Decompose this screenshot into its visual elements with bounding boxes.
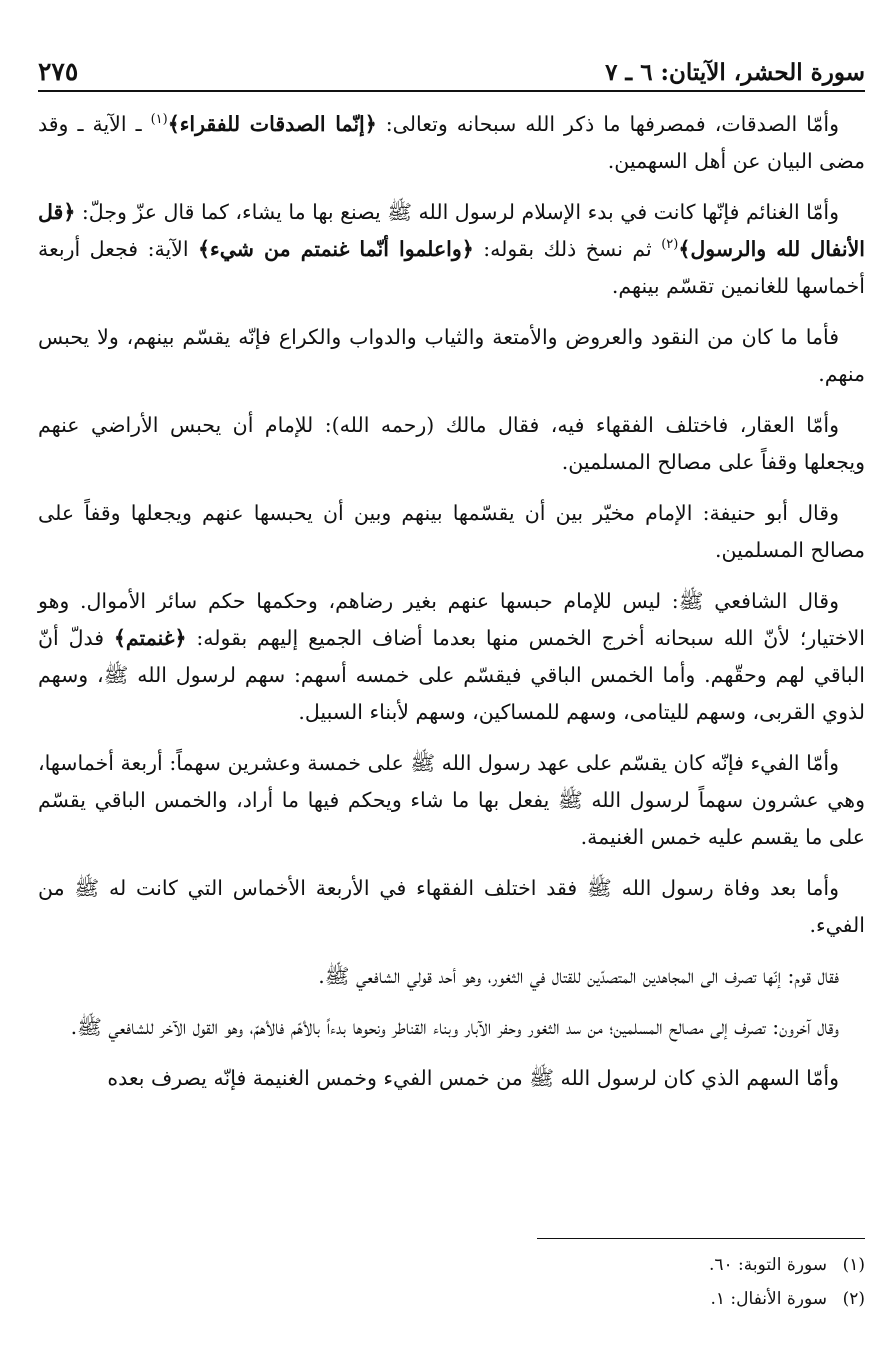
footnote	[465, 1248, 865, 1282]
paragraph-text: وقال آخرون: تصرف إلى مصالح المسلمين؛ من سد الثغور وحفر الآبار وبناء القناطر ونحوها بدءاً بالأهّم فالأهمّ، وهو القول الآخر للشافعي ﷺ.	[70, 1015, 839, 1039]
footnote-text: سورة الأنفال: ١.	[710, 1289, 827, 1309]
running-title: سورة الحشر، الآيتان: ٦ ـ ٧	[605, 59, 865, 86]
footnote-ref: (٢)	[661, 237, 679, 253]
paragraph-text: وأمّا العقار، فاختلف الفقهاء فيه، فقال مالك (رحمه الله): للإمام أن يحبس الأراضي عنهم ويجعلها وقفاً على مصالح المسلمين.	[38, 413, 865, 474]
page-header	[38, 42, 865, 92]
footnote-ref: (١)	[150, 112, 168, 128]
paragraph	[38, 745, 865, 856]
paragraph	[38, 106, 865, 180]
page-number: ٢٧٥	[38, 57, 79, 86]
paragraph-text: وأمّا الغنائم فإنّها كانت في بدء الإسلام لرسول الله ﷺ يصنع بها ما يشاء، كما قال عزّ وجلّ:	[75, 200, 839, 224]
paragraph-text: وأمّا الفيء فإنّه كان يقسّم على عهد رسول الله ﷺ على خمسة وعشرين سهماً: أربعة أخماسها، وهي عشرون سهماً لرسول الله ﷺ يفعل بها ما شاء ويحكم فيها ما أراد، والخمس الباقي يقسّم على ما يقسم عليه خمس الغنيمة.	[38, 751, 865, 849]
page-body	[38, 106, 865, 1111]
quran-quote: ﴿واعلموا أنّما غنمتم من شيء﴾	[198, 237, 474, 261]
paragraph	[38, 319, 865, 393]
footnote	[465, 1282, 865, 1316]
paragraph	[38, 870, 865, 944]
paragraph-text: فأما ما كان من النقود والعروض والأمتعة والثياب والدواب والكراع فإنّه يقسّم بينهم، ولا يحبس منهم.	[38, 325, 865, 386]
footnote-text: سورة التوبة: ٦٠.	[708, 1255, 827, 1275]
paragraph-text: الآية: فجعل أربعة أخماسها للغانمين تقسّم بينهم.	[38, 237, 865, 298]
paragraph	[38, 194, 865, 305]
footnotes	[465, 1248, 865, 1316]
paragraph-text: وأمّا الصدقات، فمصرفها ما ذكر الله سبحانه وتعالى:	[376, 112, 839, 136]
paragraph	[38, 1060, 865, 1097]
footnote-number: (٢)	[842, 1289, 865, 1309]
quran-quote: ﴿غنمتم﴾	[113, 626, 187, 650]
paragraph-text: ثم نسخ ذلك بقوله:	[473, 237, 662, 261]
paragraph-text: وأمّا السهم الذي كان لرسول الله ﷺ من خمس الفيء وخمس الغنيمة فإنّه يصرف بعده	[107, 1066, 839, 1090]
quran-quote: ﴿إنّما الصدقات للفقراء﴾	[167, 112, 377, 136]
paragraph-text: فقال قوم: إنّها تصرف الى المجاهدين المتصدّين للقتال في الثغور، وهو أحد قولي الشافعي ﷺ.	[318, 964, 839, 988]
footnote-divider	[537, 1238, 865, 1239]
paragraph-text: وأما بعد وفاة رسول الله ﷺ فقد اختلف الفقهاء في الأربعة الأخماس التي كانت له ﷺ من الفيء.	[38, 876, 865, 937]
paragraph	[38, 407, 865, 481]
paragraph	[38, 1009, 865, 1046]
paragraph-text: وقال الشافعي ﷺ: ليس للإمام حبسها عنهم بغير رضاهم، وحكمها حكم سائر الأموال. وهو الاختيار؛ لأنّ الله سبحانه أخرج الخمس منها بعدما أضاف الجميع إليهم بقوله:	[38, 589, 865, 650]
quran-quote: ﴿قل الأنفال لله والرسول﴾	[38, 200, 865, 261]
paragraph	[38, 495, 865, 569]
footnote-number: (١)	[842, 1255, 865, 1275]
paragraph-text: ـ الآية ـ وقد مضى البيان عن أهل السهمين.	[38, 112, 865, 173]
paragraph-text: فدلّ أنّ الباقي لهم وحقّهم. وأما الخمس الباقي فيقسّم على خمسه أسهم: سهم لرسول الله ﷺ، وسهم لذوي القربى، وسهم لليتامى، وسهم للمساكين، وسهم لأبناء السبيل.	[38, 626, 865, 724]
paragraph-text: وقال أبو حنيفة: الإمام مخيّر بين أن يقسّمها بينهم وبين أن يحبسها عنهم ويجعلها وقفاً على مصالح المسلمين.	[38, 501, 865, 562]
paragraph	[38, 958, 865, 995]
paragraph	[38, 583, 865, 731]
